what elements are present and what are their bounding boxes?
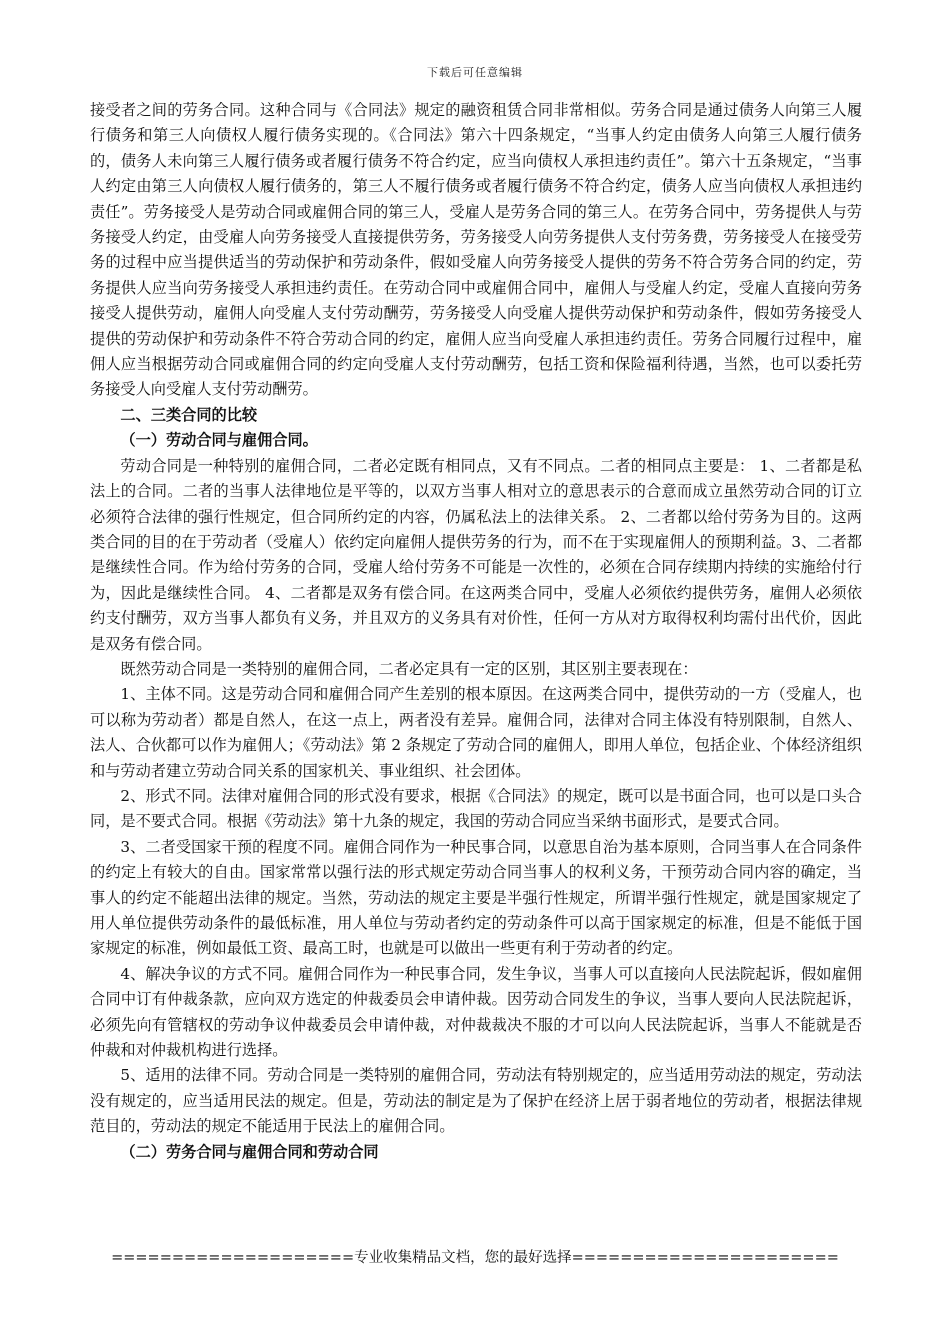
paragraph-difference-intervention: 3、二者受国家干预的程度不同。雇佣合同作为一种民事合同，以意思自治为基本原则，合同当事人在合同条件的约定上有较大的自由。国家常常以强行法的形式规定劳动合同当事人的权利义务，干预劳动合同内容的确定，当事人的约定不能超出法律的规定。当然，劳动法的规定主要是半强行性规定，所谓半强行性规定，就是国家规定了用人单位提供劳动条件的最低标准，用人单位与劳动者约定的劳动条件可以高于国家规定的标准，但是不能低于国家规定的标准，例如最低工资、最高工时，也就是可以做出一些更有利于劳动者的约定。 bbox=[90, 837, 862, 958]
section-heading-comparison: 二、三类合同的比较 bbox=[120, 405, 258, 424]
paragraph-difference-dispute: 4、解决争议的方式不同。雇佣合同作为一种民事合同，发生争议，当事人可以直接向人民法院起诉，假如雇佣合同中订有仲裁条款，应向双方选定的仲裁委员会申请仲裁。因劳动合同发生的争议，当事人要向人民法院起诉，必须先向有管辖权的劳动争议仲裁委员会申请仲裁，对仲裁裁决不服的才可以向人民法院起诉，当事人不能就是否仲裁和对仲裁机构进行选择。 bbox=[90, 964, 862, 1060]
subsection-heading-labor-vs-employment: （一）劳动合同与雇佣合同。 bbox=[120, 431, 318, 450]
subsection-heading-service-contracts: （二）劳务合同与雇佣合同和劳动合同 bbox=[120, 1142, 379, 1161]
document-body bbox=[90, 98, 862, 1165]
paragraph-difference-form: 2、形式不同。法律对雇佣合同的形式没有要求，根据《合同法》的规定，既可以是书面合同，也可以是口头合同，是不要式合同。根据《劳动法》第十九条的规定，我国的劳动合同应当采纳书面形式，是要式合同。 bbox=[90, 786, 862, 831]
page-footer: ====================专业收集精品文档，您的最好选择====================== bbox=[111, 1250, 839, 1266]
page-header: 下载后可任意编辑 bbox=[427, 66, 523, 79]
paragraph-difference-law: 5、适用的法律不同。劳动合同是一类特别的雇佣合同，劳动法有特别规定的，应当适用劳动法的规定，劳动法没有规定的，应当适用民法的规定。但是，劳动法的制定是为了保护在经济上居于弱者地位的劳动者，根据法律规范目的，劳动法的规定不能适用于民法上的雇佣合同。 bbox=[90, 1066, 862, 1136]
paragraph-similarities: 劳动合同是一种特别的雇佣合同，二者必定既有相同点，又有不同点。二者的相同点主要是： 1、二者都是私法上的合同。二者的当事人法律地位是平等的，以双方当事人相对立的意思表示的合意而成立虽然劳动合同的订立必须符合法律的强行性规定，但合同所约定的内容，仍属私法上的法律关系。 2、二者都以给付劳务为目的。这两类合同的目的在于劳动者（受雇人）依约定向雇佣人提供劳务的行为，而不在于实现雇佣人的预期利益。3、二者都是继续性合同。作为给付劳务的合同，受雇人给付劳务不可能是一次性的，必须在合同存续期内持续的实施给付行为，因此是继续性合同。 4、二者都是双务有偿合同。在这两类合同中，受雇人必须依约提供劳务，雇佣人必须依约支付酬劳，双方当事人都负有义务，并且双方的义务具有对价性，任何一方从对方取得权利均需付出代价，因此是双务有偿合同。 bbox=[90, 456, 862, 653]
paragraph-difference-subject: 1、主体不同。这是劳动合同和雇佣合同产生差别的根本原因。在这两类合同中，提供劳动的一方（受雇人，也可以称为劳动者）都是自然人，在这一点上，两者没有差异。雇佣合同，法律对合同主体没有特别限制，自然人、法人、合伙都可以作为雇佣人；《劳动法》第 2 条规定了劳动合同的雇佣人，即用人单位，包括企业、个体经济组织和与劳动者建立劳动合同关系的国家机关、事业组织、社会团体。 bbox=[90, 685, 862, 780]
paragraph-continuation: 接受者之间的劳务合同。这种合同与《合同法》规定的融资租赁合同非常相似。劳务合同是通过债务人向第三人履行债务和第三人向债权人履行债务实现的。《合同法》第六十四条规定，“当事人约定由债务人向第三人履行债务的，债务人未向第三人履行债务或者履行债务不符合约定，应当向债权人承担违约责任”。第六十五条规定，“当事人约定由第三人向债权人履行债务的，第三人不履行债务或者履行债务不符合约定，债务人应当向债权人承担违约责任”。劳务接受人是劳动合同或雇佣合同的第三人，受雇人是劳务合同的第三人。在劳务合同中，劳务提供人与劳务接受人约定，由受雇人向劳务接受人直接提供劳务，劳务接受人向劳务提供人支付劳务费，劳务接受人在接受劳务的过程中应当提供适当的劳动保护和劳动条件，假如受雇人向劳务接受人提供的劳务不符合劳务合同的约定，劳务提供人应当向劳务接受人承担违约责任。在劳动合同中或雇佣合同中，雇佣人与受雇人约定，受雇人直接向劳务接受人提供劳动，雇佣人向受雇人支付劳动酬劳，劳务接受人向受雇人提供劳动保护和劳动条件，假如劳务接受人提供的劳动保护和劳动条件不符合劳动合同的约定，雇佣人应当向受雇人承担违约责任。劳务合同履行过程中，雇佣人应当根据劳动合同或雇佣合同的约定向受雇人支付劳动酬劳，包括工资和保险福利待遇，当然，也可以委托劳务接受人向受雇人支付劳动酬劳。 bbox=[90, 101, 862, 399]
paragraph-differences-intro: 既然劳动合同是一类特别的雇佣合同，二者必定具有一定的区别，其区别主要表现在： bbox=[120, 659, 698, 678]
